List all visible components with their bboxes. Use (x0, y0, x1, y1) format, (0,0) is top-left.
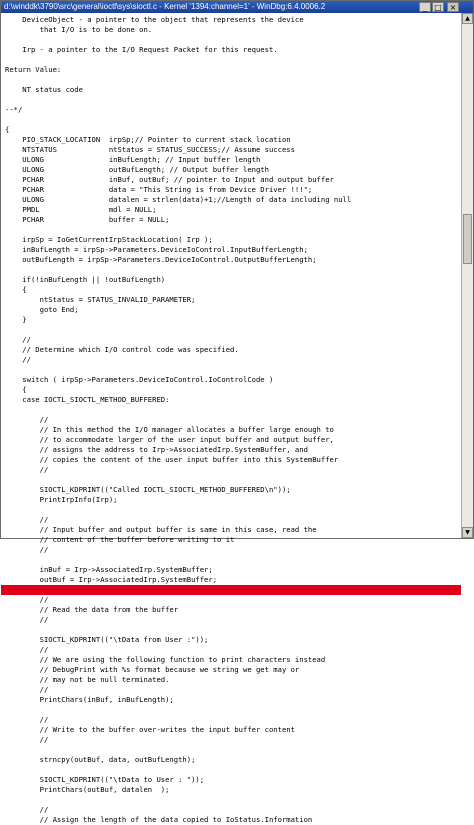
title-bar[interactable] (1, 1, 473, 13)
code-line[interactable]: PrintIrpInfo(Irp); (5, 495, 118, 504)
code-line[interactable]: // (5, 645, 49, 654)
code-line[interactable]: // (5, 685, 49, 694)
code-line[interactable]: PMDL mdl = NULL; (5, 205, 157, 214)
code-line[interactable]: // (5, 805, 49, 814)
code-line[interactable]: that I/O is to be done on. (5, 25, 153, 34)
code-line[interactable]: inBufLength = irpSp->Parameters.DeviceIoControl.InputBufferLength; (5, 245, 308, 254)
code-line[interactable] (1, 365, 461, 375)
code-line[interactable]: // (5, 355, 31, 364)
code-line[interactable]: } (5, 315, 27, 324)
scroll-up-arrow-icon[interactable]: ▲ (462, 13, 473, 24)
code-line[interactable]: outBufLength = irpSp->Parameters.DeviceIoControl.OutputBufferLength; (5, 255, 317, 264)
code-line[interactable]: // content of the buffer before writing to it (5, 535, 235, 544)
code-line[interactable]: ULONG inBufLength; // Input buffer length (5, 155, 261, 164)
code-line[interactable]: // may not be null terminated. (5, 675, 170, 684)
code-line[interactable] (1, 115, 461, 125)
code-line[interactable]: // In this method the I/O manager allocates a buffer large enough to (5, 425, 334, 434)
code-line[interactable]: // Input buffer and output buffer is same in this case, read the (5, 525, 317, 534)
code-line[interactable]: // (5, 465, 49, 474)
code-line[interactable]: // (5, 735, 49, 744)
code-line[interactable]: PCHAR data = "This String is from Device Driver !!!"; (5, 185, 313, 194)
code-line[interactable]: DeviceObject - a pointer to the object that represents the device (5, 15, 304, 24)
code-line[interactable]: // assigns the address to Irp->AssociatedIrp.SystemBuffer, and (5, 445, 308, 454)
close-button[interactable]: × (447, 2, 459, 12)
code-line[interactable]: Return Value: (5, 65, 62, 74)
code-line[interactable]: switch ( irpSp->Parameters.DeviceIoControl.IoControlCode ) (5, 375, 274, 384)
code-line[interactable]: // (5, 715, 49, 724)
code-line[interactable]: // DebugPrint with %s format because we string we get may or (5, 665, 300, 674)
code-line[interactable] (1, 555, 461, 565)
code-line[interactable]: strncpy(outBuf, data, outBufLength); (5, 755, 196, 764)
code-line[interactable]: // to accommodate larger of the user input buffer and output buffer, (5, 435, 334, 444)
code-line[interactable]: inBuf = Irp->AssociatedIrp.SystemBuffer; (5, 565, 213, 574)
code-line[interactable]: // (5, 335, 31, 344)
code-line[interactable] (1, 405, 461, 415)
code-line[interactable]: { (5, 385, 27, 394)
code-line[interactable]: SIOCTL_KDPRINT(("\tData to User : ")); (5, 775, 205, 784)
vertical-scrollbar[interactable] (461, 13, 473, 538)
code-line[interactable]: PCHAR buffer = NULL; (5, 215, 170, 224)
code-line[interactable]: // We are using the following function to print characters instead (5, 655, 326, 664)
code-line[interactable]: // Read the data from the buffer (5, 605, 179, 614)
code-line[interactable]: --*/ (5, 105, 23, 114)
window-title: d:\winddk\3790\src\general\ioctl\sys\sioctl.c - Kernel '1394:channel=1' - WinDbg:6.4.0006.2 (4, 2, 326, 11)
maximize-button[interactable]: □ (432, 2, 444, 12)
code-line[interactable]: PrintChars(outBuf, datalen ); (5, 785, 170, 794)
code-line[interactable] (1, 95, 461, 105)
code-line[interactable]: PIO_STACK_LOCATION irpSp;// Pointer to current stack location (5, 135, 291, 144)
code-line[interactable]: ULONG datalen = strlen(data)+1;//Length of data including null (5, 195, 352, 204)
code-line[interactable] (1, 265, 461, 275)
code-line[interactable] (1, 75, 461, 85)
code-line[interactable] (1, 475, 461, 485)
code-line[interactable]: // (5, 515, 49, 524)
code-line[interactable]: case IOCTL_SIOCTL_METHOD_BUFFERED: (5, 395, 170, 404)
code-line[interactable]: SIOCTL_KDPRINT(("Called IOCTL_SIOCTL_METHOD_BUFFERED\n")); (5, 485, 291, 494)
code-line[interactable]: // copies the content of the user input buffer into this SystemBuffer (5, 455, 339, 464)
code-line[interactable]: if(!inBufLength || !outBufLength) (5, 275, 166, 284)
code-line[interactable]: NTSTATUS ntStatus = STATUS_SUCCESS;// Assume success (5, 145, 295, 154)
code-line[interactable]: { (5, 125, 10, 134)
code-line[interactable]: goto End; (5, 305, 79, 314)
code-line[interactable]: ULONG outBufLength; // Output buffer length (5, 165, 269, 174)
code-line[interactable] (1, 225, 461, 235)
code-line[interactable]: // (5, 595, 49, 604)
code-line[interactable]: { (5, 285, 27, 294)
code-line[interactable]: ntStatus = STATUS_INVALID_PARAMETER; (5, 295, 196, 304)
scroll-thumb[interactable] (463, 214, 472, 264)
code-line[interactable]: irpSp = IoGetCurrentIrpStackLocation( Irp ); (5, 235, 213, 244)
code-line[interactable] (1, 705, 461, 715)
code-line[interactable]: // Write to the buffer over-writes the input buffer content (5, 725, 295, 734)
code-line[interactable] (1, 35, 461, 45)
code-line[interactable]: // Determine which I/O control code was specified. (5, 345, 239, 354)
code-line[interactable]: PCHAR inBuf, outBuf; // pointer to Input and output buffer (5, 175, 334, 184)
code-line[interactable] (1, 745, 461, 755)
code-line[interactable]: outBuf = Irp->AssociatedIrp.SystemBuffer; (5, 575, 218, 584)
code-line[interactable] (1, 505, 461, 515)
code-line[interactable] (1, 55, 461, 65)
scroll-down-arrow-icon[interactable]: ▼ (462, 527, 473, 538)
code-line[interactable] (1, 325, 461, 335)
code-line[interactable]: Irp - a pointer to the I/O Request Packet for this request. (5, 45, 278, 54)
minimize-button[interactable]: _ (419, 2, 431, 12)
code-line[interactable]: NT status code (5, 85, 83, 94)
code-line[interactable]: // Assign the length of the data copied to IoStatus.Information (5, 815, 313, 824)
code-line[interactable]: // (5, 615, 49, 624)
code-line[interactable] (1, 795, 461, 805)
highlighted-code-line[interactable] (1, 585, 461, 595)
code-line[interactable] (1, 765, 461, 775)
code-line[interactable]: // (5, 545, 49, 554)
source-code-view[interactable] (1, 13, 461, 824)
code-line[interactable] (1, 625, 461, 635)
code-line[interactable]: SIOCTL_KDPRINT(("\tData from User :")); (5, 635, 209, 644)
code-line[interactable]: PrintChars(inBuf, inBufLength); (5, 695, 174, 704)
code-line[interactable]: // (5, 415, 49, 424)
